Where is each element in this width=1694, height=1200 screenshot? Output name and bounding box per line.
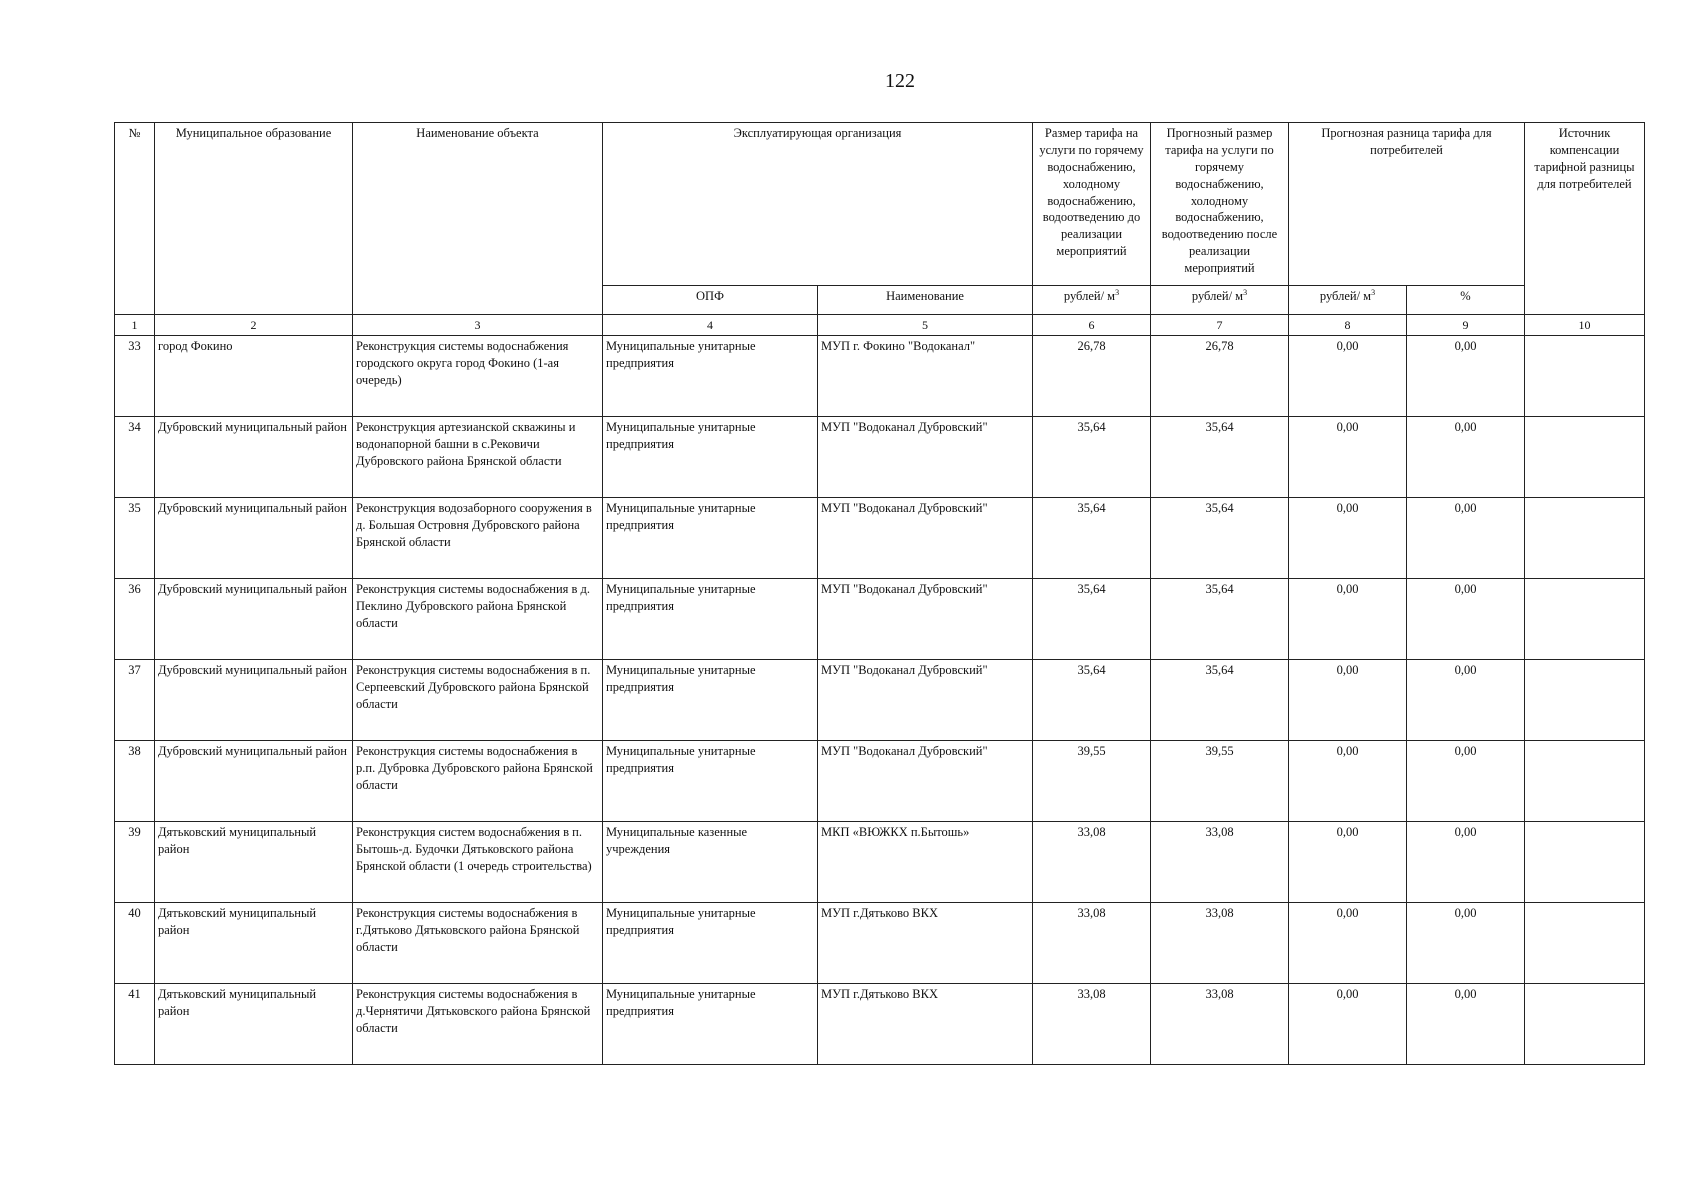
cell-operator-name: МУП "Водоканал Дубровский" [818,417,1033,498]
cell-municipality: Дубровский муниципальный район [155,498,353,579]
cell-operator-name: МУП г.Дятьково ВКХ [818,984,1033,1065]
table-row [115,903,1645,984]
cell-diff-percent: 0,00 [1407,741,1525,822]
cell-object-name: Реконструкция системы водоснабжения в п. Серпеевский Дубровского района Брянской области [353,660,603,741]
cell-diff-rub: 0,00 [1289,822,1407,903]
cell-row-number: 39 [115,822,155,903]
cell-compensation-source [1525,579,1645,660]
page-number: 122 [885,70,915,92]
cell-diff-percent: 0,00 [1407,660,1525,741]
cell-operator-name: МКП «ВЮЖКХ п.Бытошь» [818,822,1033,903]
column-number: 9 [1407,315,1525,336]
table-row [115,660,1645,741]
unit-diff-percent: % [1407,286,1525,315]
cell-object-name: Реконструкция системы водоснабжения городского округа город Фокино (1-ая очередь) [353,336,603,417]
table-row [115,579,1645,660]
cell-tariff-after: 35,64 [1151,660,1289,741]
table-row [115,498,1645,579]
cell-diff-percent: 0,00 [1407,984,1525,1065]
header-num: № [115,123,155,315]
cell-tariff-before: 39,55 [1033,741,1151,822]
table-row [115,984,1645,1065]
unit-tariff-before: рублей/ $м^3$ [1033,286,1151,315]
cell-object-name: Реконструкция системы водоснабжения в р.п. Дубровка Дубровского района Брянской области [353,741,603,822]
table-row [115,822,1645,903]
cell-tariff-after: 26,78 [1151,336,1289,417]
cell-operator-name: МУП "Водоканал Дубровский" [818,498,1033,579]
cell-tariff-after: 33,08 [1151,984,1289,1065]
cell-municipality: Дубровский муниципальный район [155,579,353,660]
cell-diff-percent: 0,00 [1407,498,1525,579]
cell-diff-rub: 0,00 [1289,903,1407,984]
cell-tariff-before: 26,78 [1033,336,1151,417]
cell-operator-opf: Муниципальные унитарные предприятия [603,741,818,822]
cell-tariff-before: 33,08 [1033,984,1151,1065]
cell-compensation-source [1525,336,1645,417]
cell-diff-percent: 0,00 [1407,903,1525,984]
column-number: 5 [818,315,1033,336]
column-number: 6 [1033,315,1151,336]
cell-municipality: Дятьковский муниципальный район [155,822,353,903]
cell-municipality: Дятьковский муниципальный район [155,903,353,984]
header-municipality: Муниципальное образование [155,123,353,315]
cell-diff-percent: 0,00 [1407,336,1525,417]
cell-operator-name: МУП г. Фокино "Водоканал" [818,336,1033,417]
cell-diff-rub: 0,00 [1289,660,1407,741]
cell-operator-name: МУП "Водоканал Дубровский" [818,579,1033,660]
cell-tariff-before: 33,08 [1033,903,1151,984]
cell-tariff-after: 33,08 [1151,903,1289,984]
cell-diff-rub: 0,00 [1289,417,1407,498]
cell-diff-rub: 0,00 [1289,336,1407,417]
cell-compensation-source [1525,498,1645,579]
cell-operator-opf: Муниципальные унитарные предприятия [603,903,818,984]
cell-operator-opf: Муниципальные унитарные предприятия [603,579,818,660]
cell-row-number: 33 [115,336,155,417]
cell-diff-rub: 0,00 [1289,579,1407,660]
cell-municipality: город Фокино [155,336,353,417]
cell-compensation-source [1525,984,1645,1065]
column-number: 1 [115,315,155,336]
cell-tariff-before: 33,08 [1033,822,1151,903]
header-tariff-after: Прогнозный размер тарифа на услуги по горячему водоснабжению, холодному водоснабжению, водоотведению после реализации мероприятий [1151,123,1289,286]
cell-diff-percent: 0,00 [1407,579,1525,660]
cell-diff-rub: 0,00 [1289,984,1407,1065]
column-number: 10 [1525,315,1645,336]
table-row [115,741,1645,822]
cell-tariff-after: 39,55 [1151,741,1289,822]
cell-row-number: 41 [115,984,155,1065]
cell-tariff-after: 35,64 [1151,417,1289,498]
cell-object-name: Реконструкция водозаборного сооружения в д. Большая Островня Дубровского района Брянской области [353,498,603,579]
cell-diff-percent: 0,00 [1407,822,1525,903]
cell-municipality: Дубровский муниципальный район [155,417,353,498]
cell-operator-opf: Муниципальные унитарные предприятия [603,336,818,417]
header-operator-opf: ОПФ [603,286,818,315]
table-row [115,417,1645,498]
cell-row-number: 37 [115,660,155,741]
cell-row-number: 38 [115,741,155,822]
cell-operator-opf: Муниципальные унитарные предприятия [603,984,818,1065]
cell-object-name: Реконструкция системы водоснабжения в г.Дятьково Дятьковского района Брянской области [353,903,603,984]
cell-operator-name: МУП "Водоканал Дубровский" [818,660,1033,741]
cell-row-number: 36 [115,579,155,660]
cell-compensation-source [1525,903,1645,984]
cell-tariff-before: 35,64 [1033,498,1151,579]
header-object: Наименование объекта [353,123,603,315]
cell-operator-name: МУП "Водоканал Дубровский" [818,741,1033,822]
header-operator: Эксплуатирующая организация [603,123,1033,286]
header-operator-name: Наименование [818,286,1033,315]
cell-object-name: Реконструкция системы водоснабжения в д. Пеклино Дубровского района Брянской области [353,579,603,660]
column-number: 4 [603,315,818,336]
cell-tariff-after: 35,64 [1151,579,1289,660]
header-tariff-before: Размер тарифа на услуги по горячему водоснабжению, холодному водоснабжению, водоотведению до реализации мероприятий [1033,123,1151,286]
cell-diff-rub: 0,00 [1289,741,1407,822]
cell-compensation-source [1525,822,1645,903]
header-diff: Прогнозная разница тарифа для потребителей [1289,123,1525,286]
cell-operator-opf: Муниципальные унитарные предприятия [603,417,818,498]
cell-operator-opf: Муниципальные казенные учреждения [603,822,818,903]
cell-diff-rub: 0,00 [1289,498,1407,579]
table-row [115,336,1645,417]
cell-row-number: 34 [115,417,155,498]
cell-tariff-before: 35,64 [1033,417,1151,498]
cell-tariff-before: 35,64 [1033,579,1151,660]
tariff-table [114,122,1645,1065]
column-number: 2 [155,315,353,336]
cell-object-name: Реконструкция системы водоснабжения в д.Чернятичи Дятьковского района Брянской области [353,984,603,1065]
cell-operator-opf: Муниципальные унитарные предприятия [603,660,818,741]
cell-object-name: Реконструкция артезианской скважины и водонапорной башни в с.Рековичи Дубровского района Брянской области [353,417,603,498]
column-number: 7 [1151,315,1289,336]
header-source: Источник компенсации тарифной разницы для потребителей [1525,123,1645,315]
column-number: 3 [353,315,603,336]
cell-municipality: Дубровский муниципальный район [155,741,353,822]
cell-tariff-after: 35,64 [1151,498,1289,579]
column-number-row [115,315,1645,336]
cell-tariff-before: 35,64 [1033,660,1151,741]
cell-row-number: 35 [115,498,155,579]
cell-municipality: Дятьковский муниципальный район [155,984,353,1065]
cell-municipality: Дубровский муниципальный район [155,660,353,741]
cell-operator-opf: Муниципальные унитарные предприятия [603,498,818,579]
cell-operator-name: МУП г.Дятьково ВКХ [818,903,1033,984]
cell-diff-percent: 0,00 [1407,417,1525,498]
unit-diff-rub: рублей/ $м^3$ [1289,286,1407,315]
cell-compensation-source [1525,660,1645,741]
column-number: 8 [1289,315,1407,336]
unit-tariff-after: рублей/ $м^3$ [1151,286,1289,315]
cell-compensation-source [1525,417,1645,498]
cell-compensation-source [1525,741,1645,822]
cell-row-number: 40 [115,903,155,984]
cell-object-name: Реконструкция систем водоснабжения в п. Бытошь-д. Будочки Дятьковского района Брянской области (1 очередь строительства) [353,822,603,903]
cell-tariff-after: 33,08 [1151,822,1289,903]
